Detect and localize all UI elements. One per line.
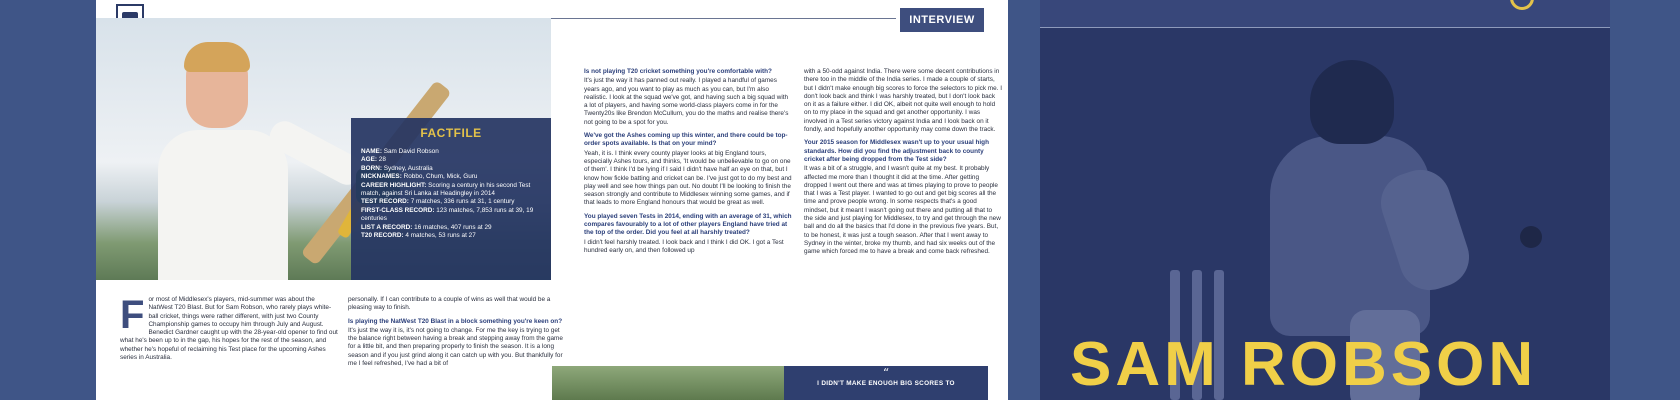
magazine-left-page: [96, 0, 1008, 400]
factfile-box: [351, 118, 551, 280]
magazine-cover-page: [1040, 0, 1610, 400]
interview-question: Is playing the NatWest T20 Blast in a block something you're keen on?: [348, 317, 563, 325]
drop-cap: F: [120, 296, 145, 337]
pull-quote-text: I DIDN'T MAKE ENOUGH BIG SCORES TO: [817, 380, 955, 387]
paragraph: It's just the way it has panned out really. I played a handful of games years ago, and you want to play as much as you can, but I'm also realistic. I look at the squad we've got, and having such a big squad with a lot of players, and having some world-class players come in for the Twenty20s like Brendon McCullum, you do the maths and realise there's not going to be a spot for you.: [584, 77, 789, 126]
article-column-1: [120, 296, 338, 400]
paragraph: It was a bit of a struggle, and I wasn't quite at my best. It probably affected me more than I thought it did at the time. After getting dropped I went out there and was at times playing to prove to people that I was a Test player. I wanted to go out and get big scores all the time and prove people wrong. In some respects that's a good mindset, but it meant I wasn't going out there and putting all that to the side and just playing for Middlesex, to try and get through the new ball and do all the basics that I'd done in the previous five years. But, to be honest, it was just a tough season. After that I went away to Sydney in the winter, broke my thumb, and had six weeks out of the game which forced me to have a break and come back refreshed.: [804, 165, 1001, 256]
article-column-4: [804, 68, 1002, 368]
cricket-ball-icon: [1520, 226, 1542, 248]
paragraph: with a 50-odd against India. There were some decent contributions in there too in the middle of the India series. I made a couple of starts, but I didn't make enough big scores to force the selectors to pick me. I don't look back and think I was harshly treated, but I don't look back on it as a failure either. I did OK, albeit not quite well enough to hold on to my place in the squad and get another opportunity. I was involved in a Test series victory against India and I look back on it fondly, and hopefully another opportunity may come down the track.: [804, 68, 1002, 134]
factfile-row: FIRST-CLASS RECORD: 123 matches, 7,853 runs at 39, 19 centuries: [361, 206, 534, 223]
player-name-headline: SAM ROBSON: [1070, 330, 1538, 399]
helmet-shape: [1310, 60, 1394, 144]
interview-question: You played seven Tests in 2014, ending with an average of 31, which compares favourably to a lot of other players England have tried at the top of the order. Did you feel at all harshly treated?: [584, 212, 792, 237]
paragraph: Yeah, it is. I think every county player looks at big England tours, especially Ashes tours, and thinks, 'It would be unbelievable to go on one of them'. I think I'd be lying if I said I didn't have half an eye on that, but I know how fickle batting and cricket can be. I've just got to do my best and play well and see how things pan out. No doubt I'll be looking to finish the season strongly and contribute to Middlesex winning some games, and if that leads to more England honours that would be great as well.: [584, 149, 792, 207]
interview-question: We've got the Ashes coming up this winter, and there could be top-order spots available. Is that on your mind?: [584, 132, 788, 148]
player-body-shape: [158, 130, 288, 280]
intro-paragraph: or most of Middlesex's players, mid-summer was about the NatWest T20 Blast. But for Sam Robson, who rarely plays white-ball cricket, things were rather different, with just two County Championship games to occupy him through July and August. Benedict Gardner caught up with the 28-year-old opener to find out what he's been up to in the gap, his hopes for the rest of the season, and whether he's hopeful of reclaiming his Test place for the upcoming Ashes series in Australia.: [120, 296, 338, 362]
article-column-2: [348, 296, 566, 400]
interview-question: Your 2015 season for Middlesex wasn't up to your usual high standards. How did you find the adjustment back to county cricket after being dropped from the Test side?: [804, 139, 989, 163]
player-hair-shape: [184, 42, 250, 72]
factfile-row: LIST A RECORD: 16 matches, 407 runs at 29: [361, 223, 492, 231]
factfile-title: FACTFILE: [420, 126, 482, 140]
factfile-row: CAREER HIGHLIGHT: Scoring a century in his second Test match, against Sri Lanka at Headingley in 2014: [361, 181, 531, 198]
paragraph: It's just the way it is, it's not going to change. For me the key is trying to get the balance right between having a break and stepping away from the game for a little bit, and then preparing properly to finish the season. It is a long season and if you just grind along it can catch up with you. But thankfully for me I feel refreshed, I've had a bit of: [348, 326, 563, 368]
factfile-row: BORN: Sydney, Australia: [361, 164, 433, 172]
factfile-row: AGE: 28: [361, 156, 386, 164]
quote-mark-icon: “: [882, 366, 890, 380]
paragraph: personally. If I can contribute to a couple of wins as well that would be a pleasing way to finish.: [348, 296, 551, 312]
pull-quote-box: [784, 366, 988, 400]
paragraph: I didn't feel harshly treated. I look back and I think I did OK. I got a Test hundred early on, and then followed up: [584, 238, 784, 254]
factfile-row: NAME: Sam David Robson: [361, 148, 439, 155]
factfile-row: NICKNAMES: Robbo, Chum, Mick, Guru: [361, 173, 478, 181]
factfile-row: T20 RECORD: 4 matches, 53 runs at 27: [361, 232, 476, 240]
factfile-row: TEST RECORD: 7 matches, 336 runs at 31, 1 century: [361, 198, 515, 206]
interview-question: Is not playing T20 cricket something you're comfortable with?: [584, 68, 772, 75]
article-column-3: [584, 68, 792, 368]
section-tag: INTERVIEW: [900, 8, 984, 32]
inset-field-photo: [552, 366, 784, 400]
